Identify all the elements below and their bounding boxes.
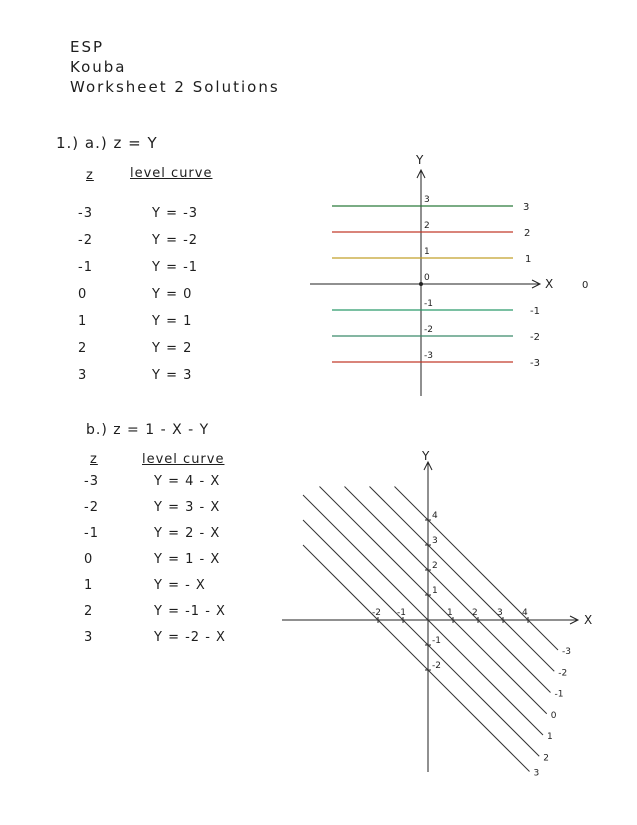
level-line xyxy=(395,487,559,651)
level-line xyxy=(345,487,551,693)
part-a-row-curve: Y = -1 xyxy=(152,260,199,275)
part-b-row-curve: Y = - X xyxy=(154,578,206,593)
part-a-row-z: -2 xyxy=(78,233,93,248)
level-label: 1 xyxy=(525,254,532,265)
part-b-title: b.) z = 1 - X - Y xyxy=(86,422,210,438)
y-axis-label: Y xyxy=(416,153,424,167)
y-tick-label: -1 xyxy=(432,636,441,646)
y-tick-label: 0 xyxy=(424,273,430,283)
part-a-row-curve: Y = -3 xyxy=(152,206,199,221)
graph-a xyxy=(310,153,588,396)
header-line-3: Worksheet 2 Solutions xyxy=(70,78,280,96)
header-line-1: ESP xyxy=(70,38,105,56)
level-label: -2 xyxy=(530,332,540,343)
y-tick-label: -3 xyxy=(424,351,433,361)
level-label: 0 xyxy=(582,280,589,291)
part-b-row-z: 1 xyxy=(84,578,94,593)
y-tick-label: 1 xyxy=(424,247,430,257)
level-line xyxy=(370,487,555,672)
x-axis-label: X xyxy=(584,613,593,627)
part-a-row-curve: Y = 2 xyxy=(152,341,193,356)
part-a-row-curve: Y = -2 xyxy=(152,233,199,248)
level-line xyxy=(303,520,539,756)
y-tick-label: 3 xyxy=(432,536,438,546)
x-tick-label: 4 xyxy=(522,608,528,618)
x-tick-label: 3 xyxy=(497,608,503,618)
part-a-row-z: 2 xyxy=(78,341,88,356)
part-a-col-z: z xyxy=(86,168,94,183)
y-tick-label: -1 xyxy=(424,299,433,309)
level-label: -3 xyxy=(530,358,540,369)
part-b-row-z: -1 xyxy=(84,526,99,541)
part-b-row-z: -2 xyxy=(84,500,99,515)
level-line xyxy=(303,495,543,735)
level-label: -2 xyxy=(558,668,568,679)
part-a-row-z: -1 xyxy=(78,260,93,275)
level-label: 2 xyxy=(524,228,531,239)
level-label: -1 xyxy=(554,689,564,700)
part-a-row-curve: Y = 1 xyxy=(152,314,193,329)
x-axis-label: X xyxy=(545,277,554,291)
origin-dot xyxy=(419,282,423,286)
level-line xyxy=(303,545,530,772)
part-b-row-curve: Y = 2 - X xyxy=(154,526,221,541)
part-b-row-z: 0 xyxy=(84,552,94,567)
y-tick-label: 2 xyxy=(432,561,438,571)
level-label: 3 xyxy=(523,202,530,213)
part-a-col-curve: level curve xyxy=(130,166,213,181)
part-a-row-z: 3 xyxy=(78,368,88,383)
level-label: -3 xyxy=(562,647,571,657)
y-tick-label: 1 xyxy=(432,586,438,596)
part-b-row-z: -3 xyxy=(84,474,99,489)
header-line-2: Kouba xyxy=(70,58,127,76)
graph-b xyxy=(282,449,592,779)
x-tick-label: 2 xyxy=(472,608,478,618)
part-a-row-curve: Y = 0 xyxy=(152,287,193,302)
part-a-row-z: -3 xyxy=(78,206,93,221)
part-b-row-curve: Y = 4 - X xyxy=(154,474,221,489)
part-b-row-curve: Y = -1 - X xyxy=(154,604,226,619)
level-label: -1 xyxy=(530,306,540,317)
part-b-row-curve: Y = -2 - X xyxy=(154,630,226,645)
y-tick-label: 2 xyxy=(424,221,430,231)
part-b-row-curve: Y = 3 - X xyxy=(154,500,221,515)
x-tick-label: -1 xyxy=(397,608,406,618)
y-tick-label: -2 xyxy=(432,661,441,671)
part-b-row-z: 3 xyxy=(84,630,94,645)
part-a-row-curve: Y = 3 xyxy=(152,368,193,383)
part-a-row-z: 1 xyxy=(78,314,88,329)
part-a-row-z: 0 xyxy=(78,287,88,302)
level-label: 2 xyxy=(543,753,549,764)
y-axis-label: Y xyxy=(422,449,430,463)
part-b-col-curve: level curve xyxy=(142,452,225,467)
y-tick-label: 3 xyxy=(424,195,430,205)
part-b-row-z: 2 xyxy=(84,604,94,619)
level-label: 1 xyxy=(547,732,553,742)
y-tick-label: -2 xyxy=(424,325,433,335)
part-a-title: 1.) a.) z = Y xyxy=(56,134,158,152)
x-tick-label: -2 xyxy=(372,608,381,618)
x-tick-label: 1 xyxy=(447,608,453,618)
part-b-col-z: z xyxy=(90,452,98,467)
y-tick-label: 4 xyxy=(432,511,438,521)
part-b-row-curve: Y = 1 - X xyxy=(154,552,221,567)
level-label: 3 xyxy=(533,768,540,779)
level-label: 0 xyxy=(550,710,557,721)
